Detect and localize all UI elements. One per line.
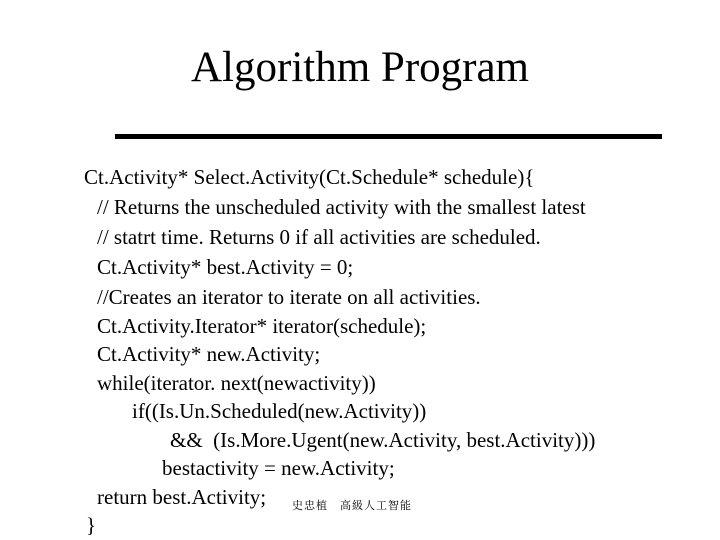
code-line: Ct.Activity* best.Activity = 0; (97, 255, 354, 279)
code-line: //Creates an iterator to iterate on all activities. (97, 285, 481, 309)
title-divider (115, 134, 662, 139)
code-line: // Returns the unscheduled activity with the smallest latest (97, 195, 586, 219)
code-line: bestactivity = new.Activity; (162, 456, 395, 480)
code-line: if((Is.Un.Scheduled(new.Activity)) (132, 399, 427, 423)
code-line: Ct.Activity.Iterator* iterator(schedule); (97, 314, 427, 338)
code-line: Ct.Activity* Select.Activity(Ct.Schedule* schedule){ (84, 165, 535, 189)
footer-author: 史忠植 高級人工智能 (292, 499, 412, 512)
code-line: && (Is.More.Ugent(new.Activity, best.Activity))) (170, 428, 596, 452)
slide-title: Algorithm Program (191, 44, 529, 91)
code-line: while(iterator. next(newactivity)) (97, 371, 376, 395)
code-line: } (86, 513, 97, 537)
code-line: Ct.Activity* new.Activity; (97, 342, 321, 366)
code-line: // statrt time. Returns 0 if all activities are scheduled. (97, 225, 541, 249)
code-line: return best.Activity; (97, 485, 267, 509)
